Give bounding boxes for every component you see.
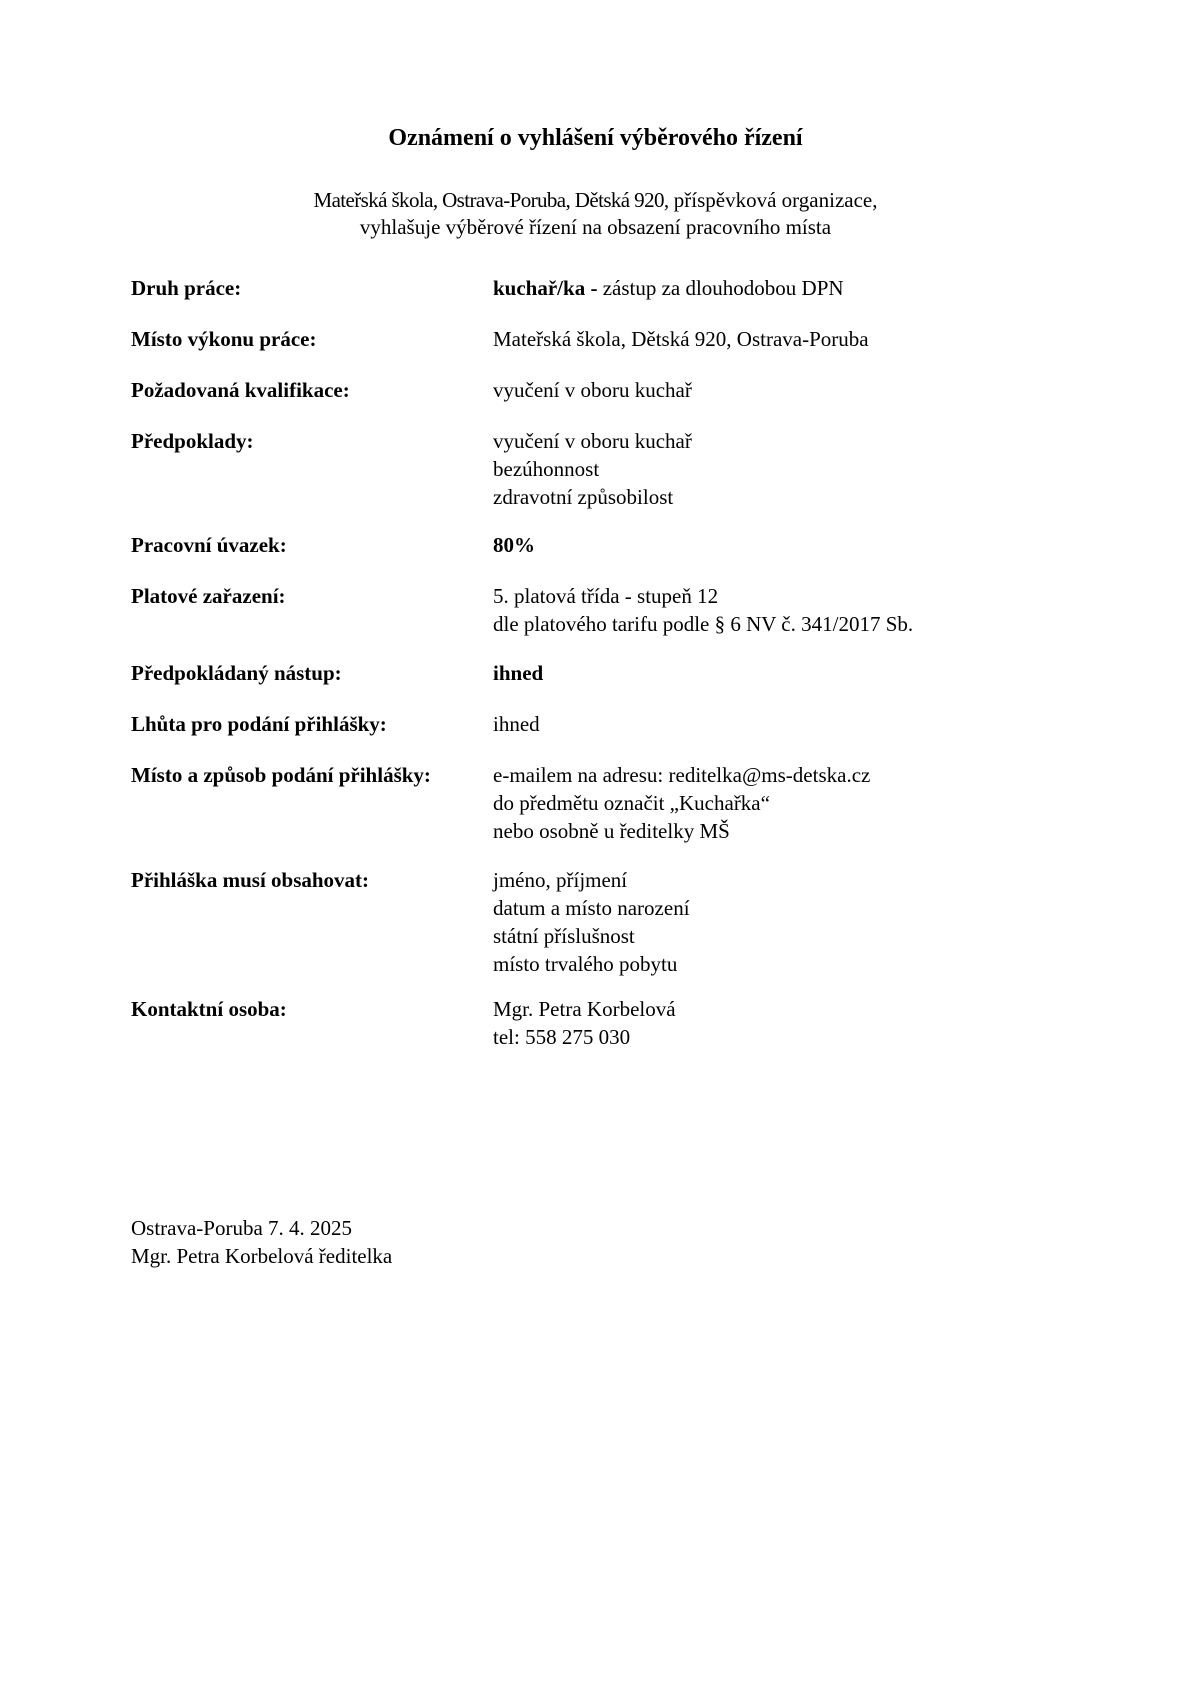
field-value-line: státní příslušnost [493,924,635,948]
field-label: Předpoklady: [131,429,254,453]
field-value [493,710,1053,738]
field-value-line: 5. platová třída - stupeň 12 [493,584,719,608]
job-title: kuchař/ka - [493,276,598,300]
field-value-line: vyučení v oboru kuchař [493,378,692,402]
field-value-line: jméno, příjmení [493,868,628,892]
field-label: Platové zařazení: [131,584,286,608]
field-value [493,531,1053,559]
field-value-line: Mateřská škola, Dětská 920, Ostrava-Poruba [493,327,869,351]
field-value-line: ihned [493,661,544,685]
field-value [493,582,1053,638]
field-label: Předpokládaný nástup: [131,661,342,685]
field-value-line: 80% [493,533,535,557]
job-note: zástup za dlouhodobou DPN [597,276,844,300]
field-value [493,659,1053,687]
field-value [493,427,1053,511]
subtitle-organization-type: příspěvková organizace, [668,188,878,212]
field-value [493,995,1053,1051]
field-label: Přihláška musí obsahovat: [131,868,370,892]
field-value-line: bezúhonnost [493,457,600,481]
subtitle-organization: Mateřská škola, Ostrava-Poruba, Dětská 920, [313,188,669,212]
contact-phone: tel: 558 275 030 [493,1025,631,1049]
place-date: Ostrava-Poruba 7. 4. 2025 [131,1216,353,1240]
document-title: Oznámení o vyhlášení výběrového řízení [388,125,803,151]
field-value-line: datum a místo narození [493,896,690,920]
field-value [493,325,1053,353]
field-value [493,274,1053,302]
field-label: Druh práce: [131,276,242,300]
field-label: Lhůta pro podání přihlášky: [131,712,387,736]
signature-line: Mgr. Petra Korbelová ředitelka [131,1244,393,1268]
field-label: Místo výkonu práce: [131,327,317,351]
subtitle-line-1 [0,187,1191,214]
field-label: Pracovní úvazek: [131,533,287,557]
field-value-line: místo trvalého pobytu [493,952,678,976]
field-value-line: dle platového tarifu podle § 6 NV č. 341/2017 Sb. [493,612,914,636]
field-value [493,376,1053,404]
field-label: Místo a způsob podání přihlášky: [131,763,431,787]
field-value [493,761,1053,845]
field-value-line: nebo osobně u ředitelky MŠ [493,819,730,843]
field-value [493,866,1053,978]
field-value-line: ihned [493,712,540,736]
field-value-line: vyučení v oboru kuchař [493,429,692,453]
field-label: Kontaktní osoba: [131,997,287,1021]
document-subtitle [0,187,1191,241]
field-label: Požadovaná kvalifikace: [131,378,350,402]
email-line: e-mailem na adresu: reditelka@ms-detska.cz [493,763,871,787]
subtitle-line-2: vyhlašuje výběrové řízení na obsazení pracovního místa [359,215,832,239]
field-value-line: do předmětu označit „Kuchařka“ [493,791,770,815]
document-footer [131,1214,392,1270]
contact-name: Mgr. Petra Korbelová [493,997,676,1021]
field-value-line: zdravotní způsobilost [493,485,674,509]
